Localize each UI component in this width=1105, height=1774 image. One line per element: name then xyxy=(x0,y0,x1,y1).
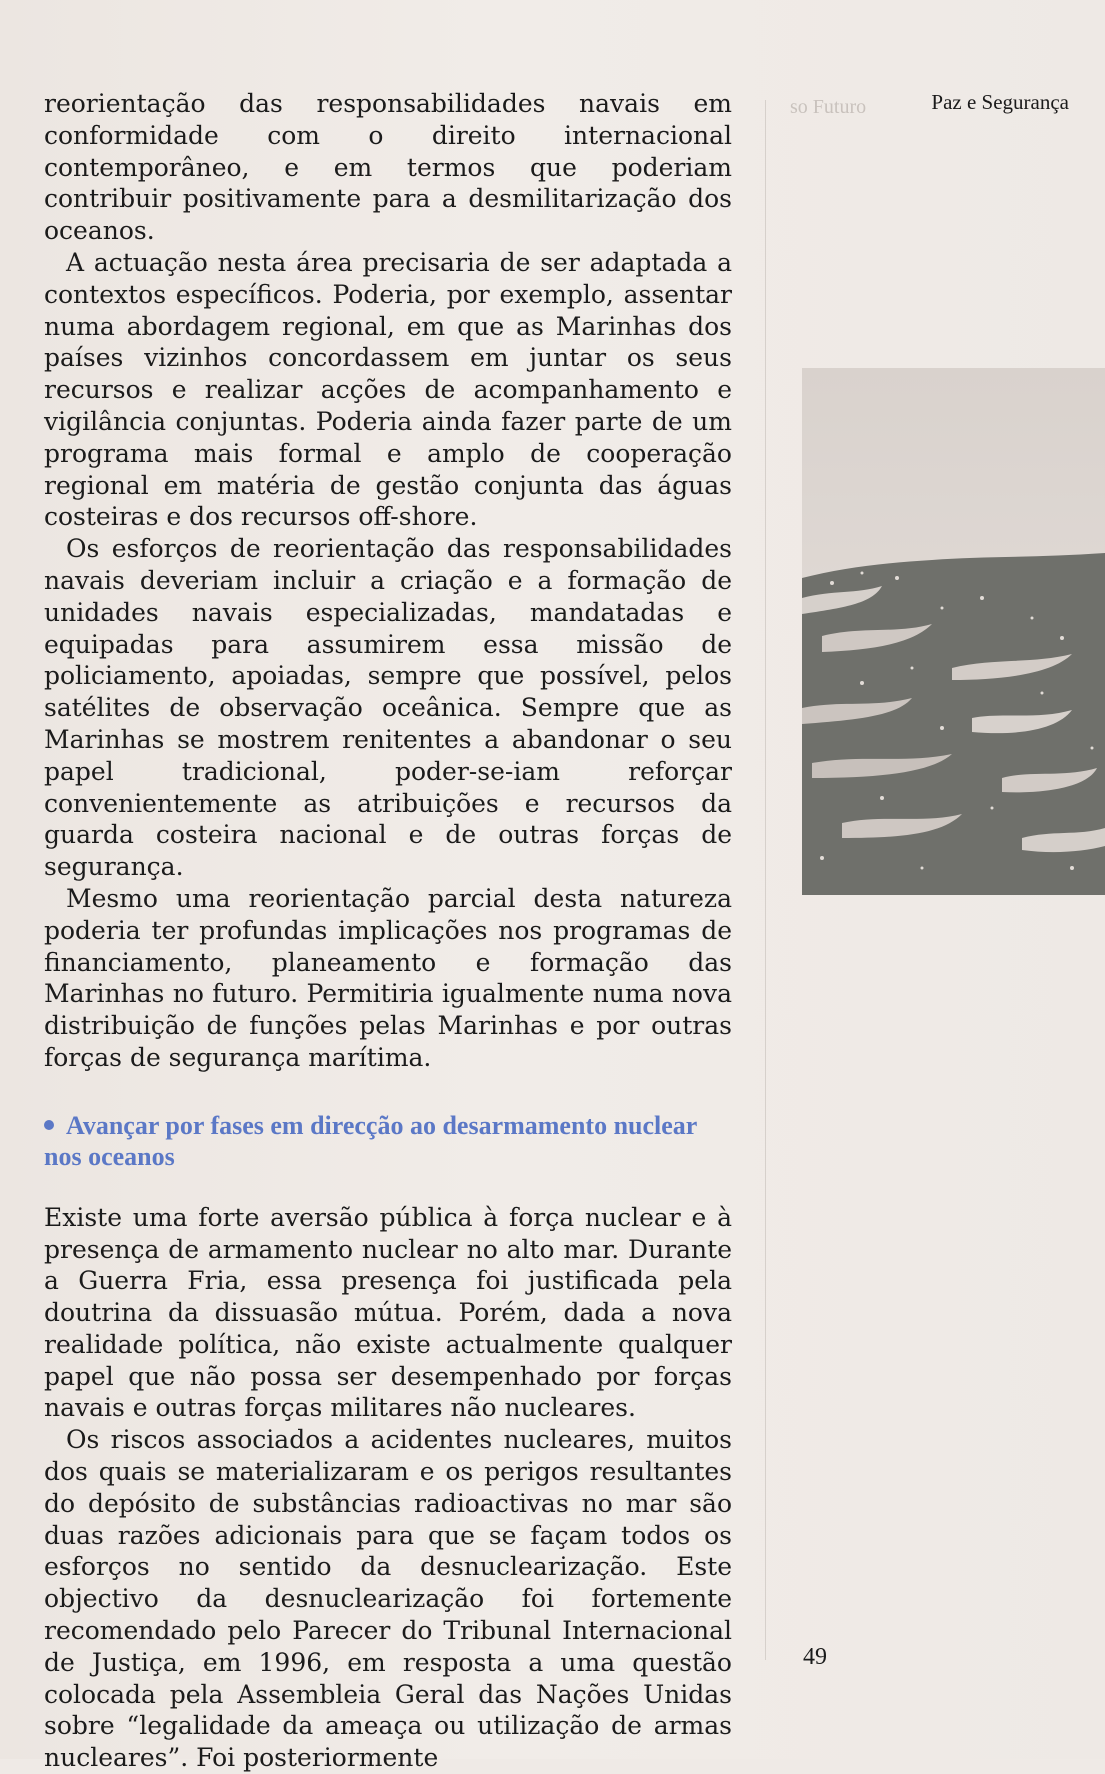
sea-waves-photo-icon xyxy=(802,368,1105,895)
column-divider xyxy=(765,100,766,1660)
show-through-text: so Futuro xyxy=(790,96,867,118)
paragraph: Mesmo uma reorientação parcial desta natureza poderia ter profundas implicações nos programas de financiamento, planeamento e formação das Marinhas no futuro. Permitiria igualmente numa nova distribuição de funções pelas Marinhas e por outras forças de segurança marítima. xyxy=(44,883,732,1072)
paragraph: A actuação nesta área precisaria de ser adaptada a contextos específicos. Poderia, por exemplo, assentar numa abordagem regional, em que as Marinhas dos países vizinhos concordassem em juntar os seus recursos e realizar acções de acompanhamento e vigilância conjuntas. Poderia ainda fazer parte de um programa mais formal e amplo de cooperação regional em matéria de gestão conjunta das águas costeiras e dos recursos off-shore. xyxy=(44,247,732,532)
page-number: 49 xyxy=(803,1644,827,1670)
paragraph: reorientação das responsabilidades navais em conformidade com o direito internacional contemporâneo, e em termos que poderiam contribuir positivamente para a desmilitarização dos oceanos. xyxy=(44,89,732,246)
section-heading xyxy=(44,1110,732,1172)
paragraph: Os esforços de reorientação das responsabilidades navais deveriam incluir a criação e a formação de unidades navais especializadas, mandatadas e equipadas para assumirem essa missão de policiamento, apoiadas, sempre que possível, pelos satélites de observação oceânica. Sempre que as Marinhas se mostrem renitentes a abandonar o seu papel tradicional, poder-se-iam reforçar convenientemente as atribuições e recursos da guarda costeira nacional e de outras forças de segurança. xyxy=(44,534,732,882)
paragraph: Os riscos associados a acidentes nucleares, muitos dos quais se materializaram e os perigos resultantes do depósito de substâncias radioactivas no mar são duas razões adicionais para que se façam todos os esforços no sentido da desnuclearização. Este objectivo da desnuclearização foi fortemente recomendado pelo Parecer do Tribunal Internacional de Justiça, em 1996, em resposta a uma questão colocada pela Assembleia Geral das Nações Unidas sobre “legalidade da ameaça ou utilização de armas nucleares”. Foi posteriormente xyxy=(44,1425,732,1773)
paragraph: Existe uma forte aversão pública à força nuclear e à presença de armamento nuclear no alto mar. Durante a Guerra Fria, essa presença foi justificada pela doutrina da dissuasão mútua. Porém, dada a nova realidade política, não existe actualmente qualquer papel que não possa ser desempenhado por forças navais e outras forças militares não nucleares. xyxy=(44,1202,732,1423)
ocean-photo xyxy=(802,368,1105,895)
running-head: Paz e Segurança xyxy=(931,90,1069,114)
bullet-icon xyxy=(44,1120,54,1130)
section-heading-text: Avançar por fases em direcção ao desarmamento nuclear nos oceanos xyxy=(44,1110,697,1171)
main-column xyxy=(44,88,732,1774)
